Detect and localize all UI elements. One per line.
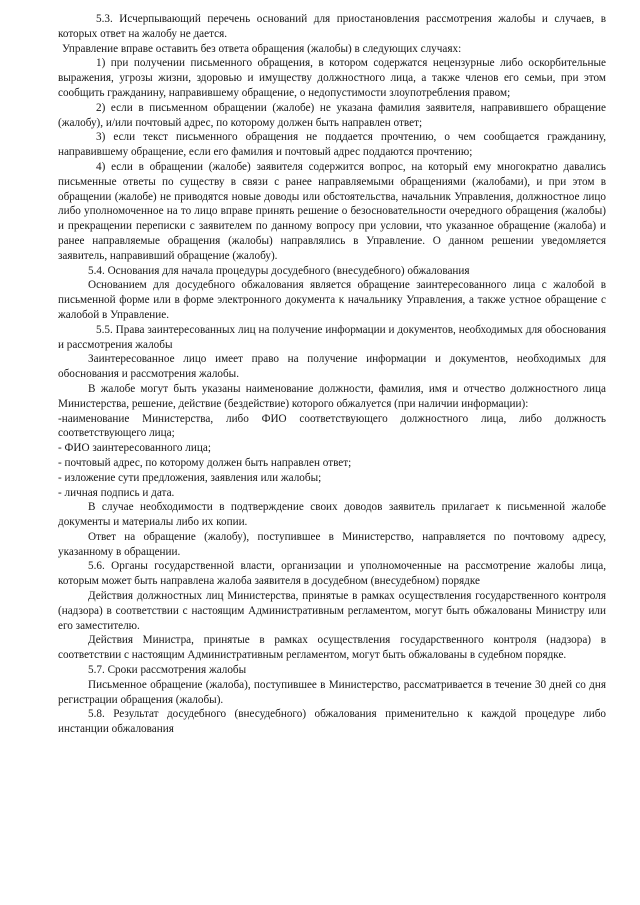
paragraph-attachments: В случае необходимости в подтверждение своих доводов заявитель прилагает к письменной жалобе документы и материалы либо их копии. bbox=[58, 501, 606, 529]
paragraph-5-3-heading: 5.3. Исчерпывающий перечень оснований для приостановления рассмотрения жалобы и случаев, в которых ответ на жалобу не дается. bbox=[58, 13, 606, 40]
paragraph-5-6-heading: 5.6. Органы государственной власти, организации и уполномоченные на рассмотрение жалобы лица, которым может быть направлена жалоба заявителя в досудебном (внесудебном) порядке bbox=[58, 560, 606, 588]
list-item-applicant-name: - ФИО заинтересованного лица; bbox=[58, 442, 211, 455]
paragraph-case-4: 4) если в обращении (жалобе) заявителя содержится вопрос, на который ему многократно давались письменные ответы по существу в связи с ранее направляемыми обращениями (жалобами), и при этом в обращении (жалобе) не приводятся новые доводы или обстоятельства, начальник Управления, должностное лицо либо уполномоченное на то лицо вправе принять решение о безосновательности очередного обращения (жалобы) и прекращении переписки с заявителем по данному вопросу при условии, что указанное обращение (жалоба) и ранее направляемые обращения (жалобы) направлялись в Управление. О данном решении уведомляется заявитель, направивший обращение (жалобу). bbox=[58, 160, 606, 262]
paragraph-5-6-officials: Действия должностных лиц Министерства, принятые в рамках осуществления государственного контроля (надзора) в соответствии с настоящим Административным регламентом, могут быть обжалованы Министру или его заместителю. bbox=[58, 590, 606, 632]
paragraph-5-8-heading: 5.8. Результат досудебного (внесудебного) обжалования применительно к каждой процедуре либо инстанции обжалования bbox=[58, 708, 606, 736]
paragraph-case-1: 1) при получении письменного обращения, в котором содержатся нецензурные либо оскорбительные выражения, угрозы жизни, здоровью и имуществу должностного лица, а также членов его семьи, при этом сообщить гражданину, направившему обращение, о недопустимости злоупотребления правом; bbox=[58, 57, 606, 99]
paragraph-case-3: 3) если текст письменного обращения не поддается прочтению, о чем сообщается гражданину, направившему обращение, если его фамилия и почтовый адрес поддаются прочтению; bbox=[58, 131, 606, 159]
paragraph-complaint-contents: В жалобе могут быть указаны наименование должности, фамилия, имя и отчество должностного лица Министерства, решение, действие (бездействие) которого обжалуется (при наличии информации): bbox=[58, 382, 606, 410]
list-item-statement: - изложение сути предложения, заявления или жалобы; bbox=[58, 471, 322, 484]
paragraph-case-2: 2) если в письменном обращении (жалобе) не указана фамилия заявителя, направившего обращение (жалобу), и/или почтовый адрес, по которому должен быть направлен ответ; bbox=[58, 101, 606, 129]
paragraph-5-4-heading: 5.4. Основания для начала процедуры досудебного (внесудебного) обжалования bbox=[88, 264, 470, 277]
paragraph-5-6-minister: Действия Министра, принятые в рамках осуществления государственного контроля (надзора) в соответствии с настоящим Административным регламентом, могут быть обжалованы в судебном порядке. bbox=[58, 634, 606, 662]
list-item-ministry-name: -наименование Министерства, либо ФИО соответствующего должностного лица, либо должность соответствующего лица; bbox=[58, 412, 606, 440]
paragraph-grounds-intro: Управление вправе оставить без ответа обращения (жалобы) в следующих случаях: bbox=[62, 42, 462, 55]
paragraph-5-7-heading: 5.7. Сроки рассмотрения жалобы bbox=[88, 664, 247, 677]
paragraph-5-5-body: Заинтересованное лицо имеет право на получение информации и документов, необходимых для обоснования и рассмотрения жалобы. bbox=[58, 353, 606, 381]
list-item-postal-address: - почтовый адрес, по которому должен быть направлен ответ; bbox=[58, 456, 352, 469]
paragraph-5-7-body: Письменное обращение (жалоба), поступившее в Министерство, рассматривается в течение 30 дней со дня регистрации обращения (жалобы). bbox=[58, 678, 606, 706]
list-item-signature-date: - личная подпись и дата. bbox=[58, 486, 175, 499]
paragraph-5-4-body: Основанием для досудебного обжалования является обращение заинтересованного лица с жалобой в письменной форме или в форме электронного документа к начальнику Управления, а также устное обращение с жалобой в Управление. bbox=[58, 279, 606, 321]
paragraph-reply-address: Ответ на обращение (жалобу), поступившее в Министерство, направляется по почтовому адресу, указанному в обращении. bbox=[58, 530, 606, 558]
paragraph-5-5-heading: 5.5. Права заинтересованных лиц на получение информации и документов, необходимых для обоснования и рассмотрения жалобы bbox=[58, 323, 606, 351]
